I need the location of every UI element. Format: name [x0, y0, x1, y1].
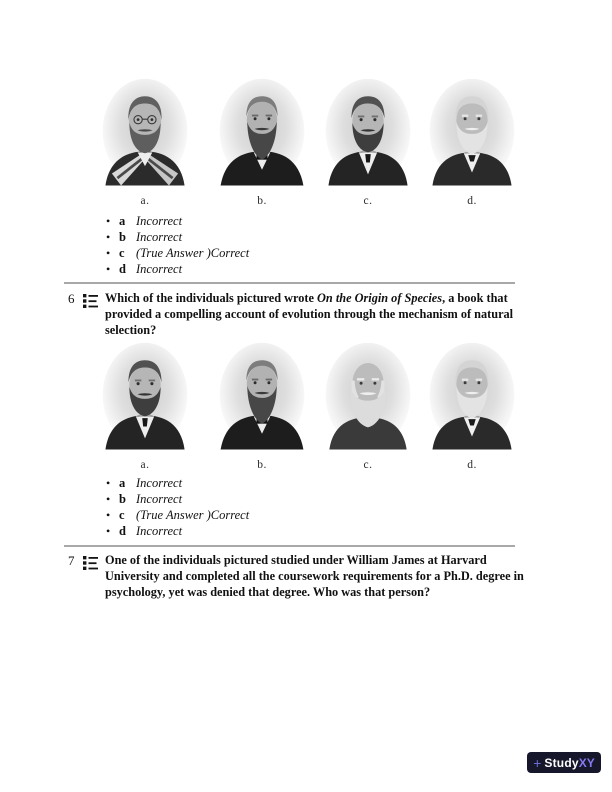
list-icon	[82, 293, 99, 309]
section-divider	[64, 545, 515, 547]
bullet-icon: •	[106, 492, 111, 506]
portrait-label: d.	[467, 195, 477, 207]
book-title: On the Origin of Species	[317, 291, 443, 305]
answer-status: (True Answer )Correct	[136, 508, 250, 522]
portrait-row2-a	[99, 338, 191, 471]
bullet-icon: •	[106, 476, 111, 490]
answer-status: (True Answer )Correct	[136, 246, 250, 260]
portrait-label: b.	[257, 195, 267, 207]
answer-status: Incorrect	[136, 214, 183, 228]
answer-option	[106, 508, 249, 524]
plus-icon: +	[533, 754, 542, 771]
brand-name: Study	[544, 755, 579, 770]
bullet-icon: •	[106, 524, 111, 538]
portrait-photo-pointed-beard-man	[216, 74, 308, 192]
studyxy-logo-badge[interactable]	[527, 752, 601, 773]
answer-letter: d	[119, 262, 126, 276]
portrait-label: b.	[257, 459, 267, 471]
answer-status: Incorrect	[136, 262, 183, 276]
portrait-label: a.	[140, 459, 150, 471]
answer-option	[106, 214, 249, 230]
brand-suffix: XY	[578, 755, 595, 770]
portrait-row1-c	[322, 74, 414, 207]
section-divider	[64, 282, 515, 284]
portrait-label: c.	[363, 195, 373, 207]
answer-list-q5	[106, 214, 249, 278]
question-text-pre: Which of the individuals pictured wrote	[105, 291, 318, 305]
portrait-row1-a	[99, 74, 191, 207]
answer-option	[106, 230, 249, 246]
question-6	[68, 290, 530, 338]
portrait-row-1	[0, 74, 612, 214]
answer-list-q6	[106, 476, 249, 540]
bullet-icon: •	[106, 246, 111, 260]
answer-status: Incorrect	[136, 524, 183, 538]
question-number: 7	[68, 553, 75, 568]
list-icon	[82, 555, 99, 571]
portrait-photo-dark-beard-man	[322, 74, 414, 192]
answer-letter: b	[119, 492, 126, 506]
portrait-row1-d	[426, 74, 518, 207]
portrait-row-2	[0, 338, 612, 478]
question-7	[68, 552, 530, 600]
answer-letter: b	[119, 230, 126, 244]
answer-option	[106, 524, 249, 540]
question-text	[105, 290, 529, 338]
answer-letter: a	[119, 214, 126, 228]
answer-letter: c	[119, 246, 125, 260]
portrait-label: c.	[363, 459, 373, 471]
portrait-photo-pointed-beard-man	[216, 338, 308, 456]
answer-option	[106, 492, 249, 508]
answer-letter: a	[119, 476, 126, 490]
portrait-photo-dark-beard-man	[99, 338, 191, 456]
question-text: One of the individuals pictured studied under William James at Harvard University and completed all the coursework requirements for a Ph.D. degree in psychology, yet was denied that degree. Who was that person?	[105, 553, 524, 599]
answer-option	[106, 476, 249, 492]
portrait-photo-white-beard-man	[426, 338, 518, 456]
answer-status: Incorrect	[136, 492, 183, 506]
bullet-icon: •	[106, 508, 111, 522]
portrait-photo-long-white-beard-man	[322, 338, 414, 456]
portrait-row2-d	[426, 338, 518, 471]
portrait-photo-white-beard-man	[426, 74, 518, 192]
answer-letter: c	[119, 508, 125, 522]
bullet-icon: •	[106, 214, 111, 228]
answer-status: Incorrect	[136, 230, 183, 244]
bullet-icon: •	[106, 230, 111, 244]
portrait-row2-c	[322, 338, 414, 471]
answer-option	[106, 262, 249, 278]
answer-letter: d	[119, 524, 126, 538]
portrait-label: a.	[140, 195, 150, 207]
portrait-label: d.	[467, 459, 477, 471]
portrait-row1-b	[216, 74, 308, 207]
question-text-post: , a book that provided a compelling account of evolution through the mechanism of natural selection?	[105, 291, 514, 337]
answer-status: Incorrect	[136, 476, 183, 490]
answer-option	[106, 246, 249, 262]
bullet-icon: •	[106, 262, 111, 276]
portrait-photo-bearded-man-gown	[99, 74, 191, 192]
portrait-row2-b	[216, 338, 308, 471]
question-number: 6	[68, 291, 75, 306]
